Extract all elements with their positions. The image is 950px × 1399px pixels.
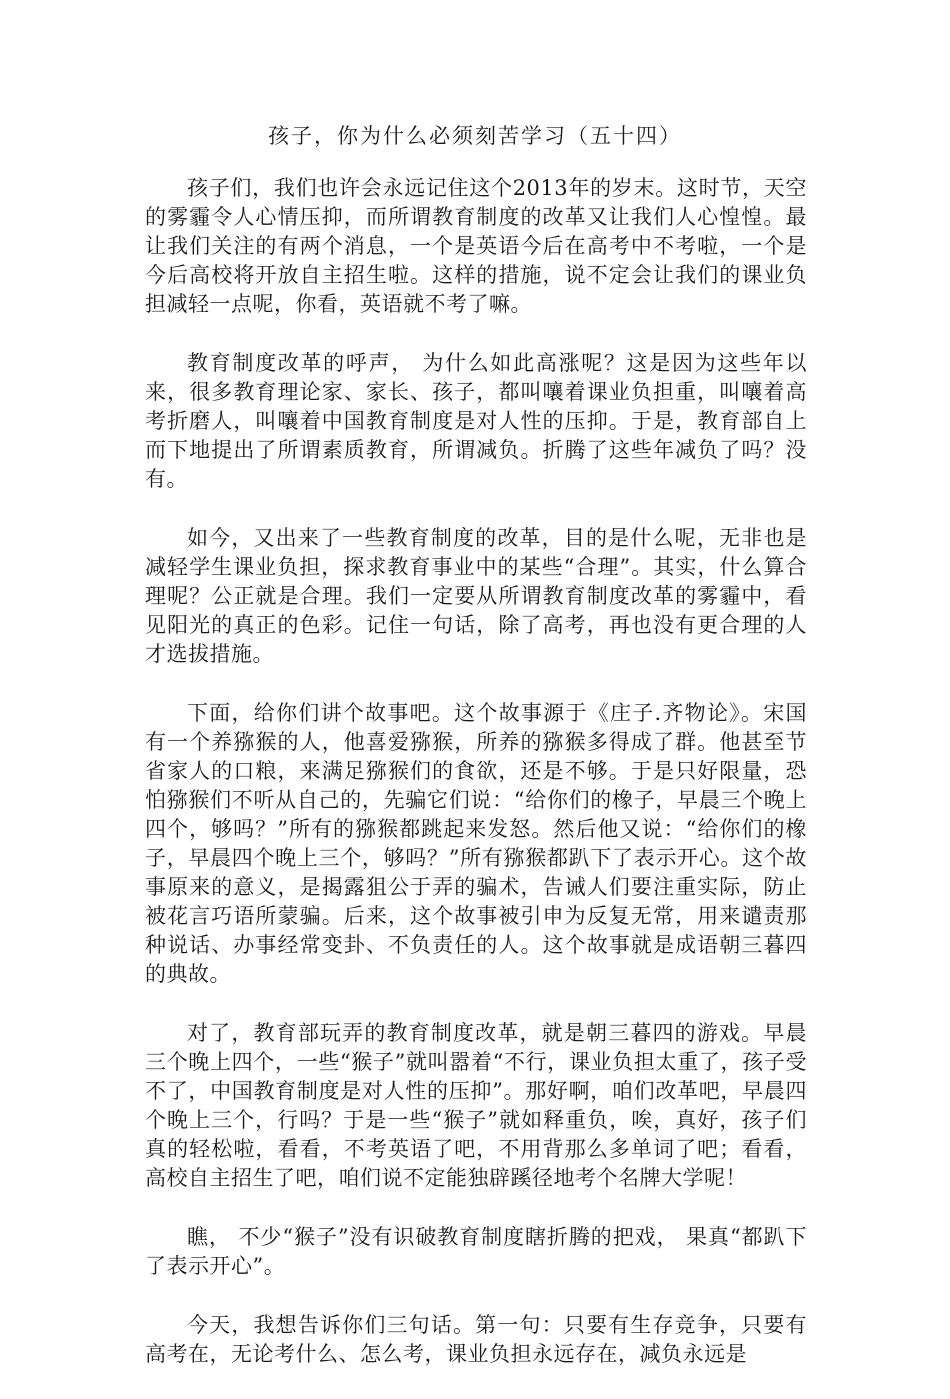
paragraph: 教育制度改革的呼声， 为什么如此高涨呢？这是因为这些年以来，很多教育理论家、家长、孩子，都叫嚷着课业负担重，叫嚷着高考折磨人，叫嚷着中国教育制度是对人性的压抑。于是，教育部自上而下地提出了所谓素质教育，所谓减负。折腾了这些年减负了吗？没有。 <box>145 351 807 491</box>
paragraph: 今天，我想告诉你们三句话。第一句：只要有生存竞争，只要有高考在，无论考什么、怎么考，课业负担永远存在，减负永远是 <box>145 1313 807 1366</box>
paragraph: 孩子们，我们也许会永远记住这个2013年的岁末。这时节，天空的雾霾令人心情压抑，而所谓教育制度的改革又让我们人心惶惶。最让我们关注的有两个消息，一个是英语今后在高考中不考啦，一个是今后高校将开放自主招生啦。这样的措施，说不定会让我们的课业负担减轻一点呢，你看，英语就不考了嘛。 <box>145 176 807 316</box>
paragraph: 对了，教育部玩弄的教育制度改革，就是朝三暮四的游戏。早晨三个晚上四个，一些“猴子”就叫嚣着“不行，课业负担太重了，孩子受不了，中国教育制度是对人性的压抑”。那好啊，咱们改革吧，早晨四个晚上三个，行吗？于是一些“猴子”就如释重负，唉，真好，孩子们真的轻松啦，看看，不考英语了吧，不用背那么多单词了吧；看看，高校自主招生了吧，咱们说不定能独辟蹊径地考个名牌大学呢！ <box>145 1021 807 1190</box>
document-body <box>145 174 807 1399</box>
paragraph: 如今，又出来了一些教育制度的改革，目的是什么呢，无非也是减轻学生课业负担，探求教育事业中的某些“合理”。其实，什么算合理呢？公正就是合理。我们一定要从所谓教育制度改革的雾霾中，看见阳光的真正的色彩。记住一句话，除了高考，再也没有更合理的人才选拔措施。 <box>145 526 807 666</box>
paragraph: 下面，给你们讲个故事吧。这个故事源于《庄子.齐物论》。宋国有一个养猕猴的人，他喜爱猕猴，所养的猕猴多得成了群。他甚至节省家人的口粮，来满足猕猴们的食欲，还是不够。于是只好限量，恐怕猕猴们不听从自己的，先骗它们说：“给你们的橡子，早晨三个晚上四个，够吗？”所有的猕猴都跳起来发怒。然后他又说：“给你们的橡子，早晨四个晚上三个，够吗？”所有猕猴都趴下了表示开心。这个故事原来的意义，是揭露狙公于弄的骗术，告诫人们要注重实际，防止被花言巧语所蒙骗。后来，这个故事被引申为反复无常，用来谴责那种说话、办事经常变卦、不负责任的人。这个故事就是成语朝三暮四的典故。 <box>145 701 807 986</box>
document-title: 孩子，你为什么必须刻苦学习（五十四） <box>268 124 682 148</box>
paragraph: 瞧， 不少“猴子”没有识破教育制度瞎折腾的把戏， 果真“都趴下了表示开心”。 <box>145 1225 807 1278</box>
